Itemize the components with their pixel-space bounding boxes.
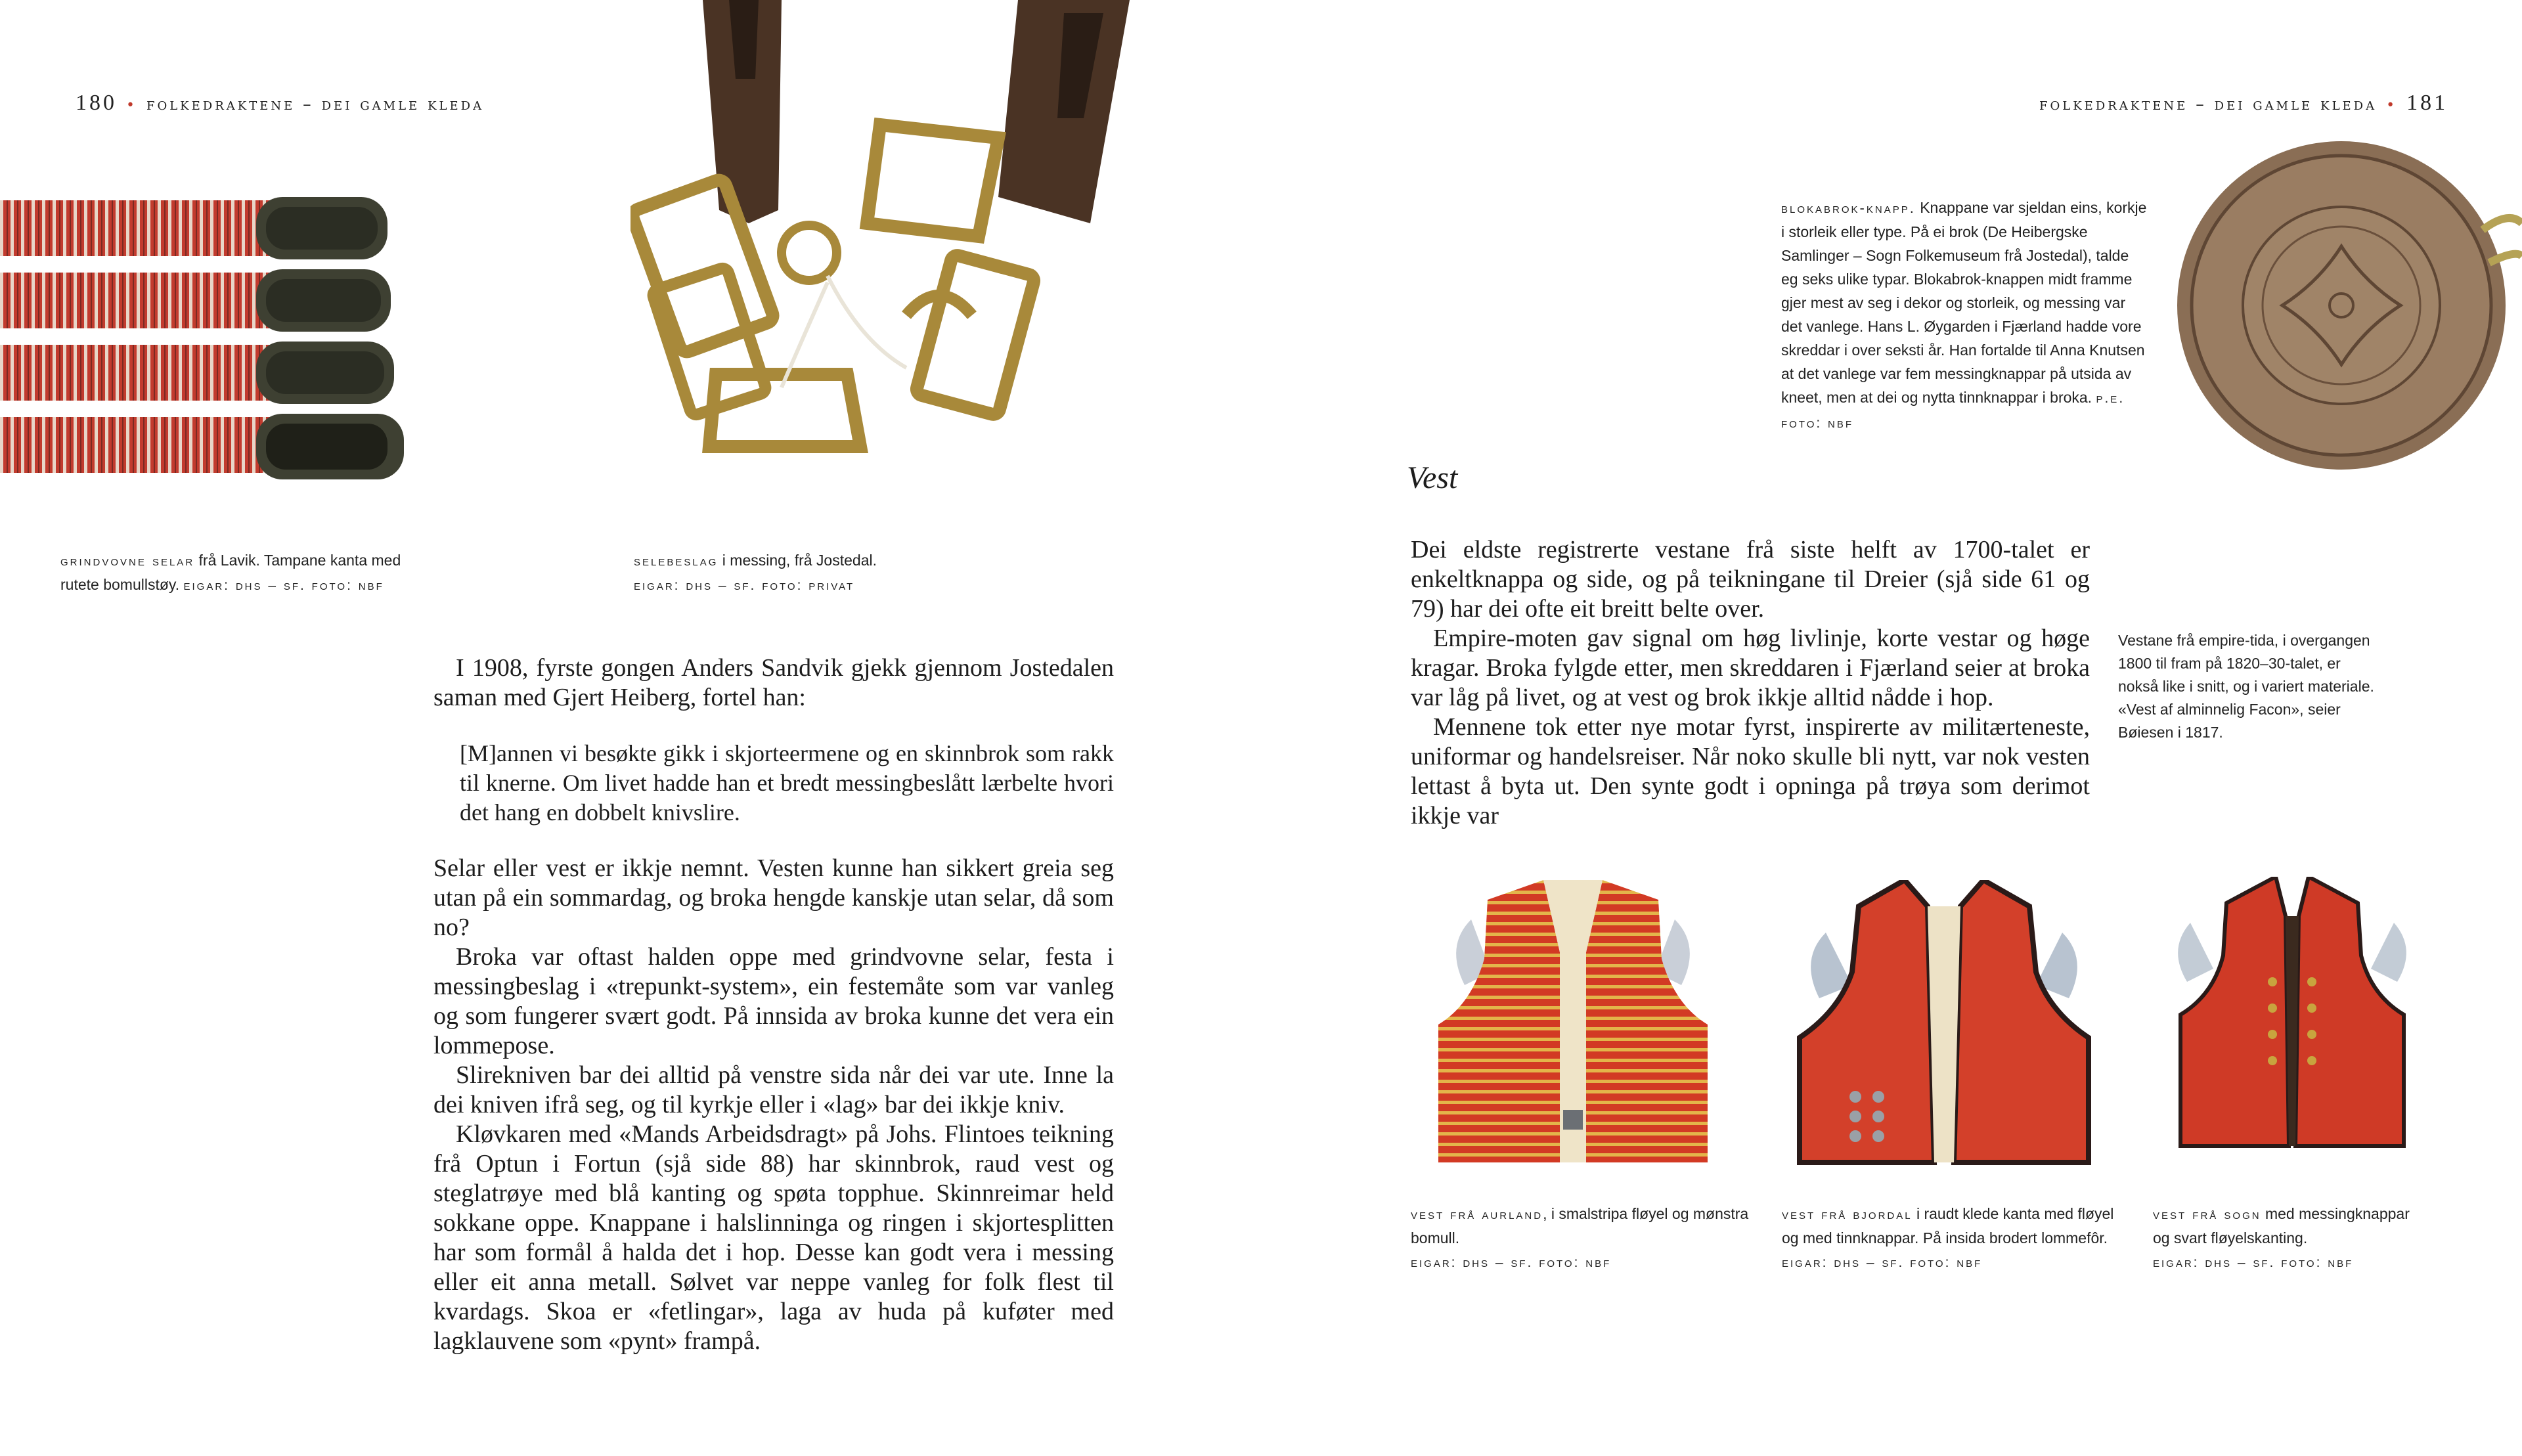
right-running-head-title: folkedraktene – dei gamle kleda	[2039, 95, 2378, 114]
caption-text: i raudt klede kanta med fløyel og med tinnknappar. På insida brodert lommefôr.	[1782, 1205, 2114, 1246]
left-page-number: 180	[76, 91, 117, 115]
caption-text: i messing, frå Jostedal.	[718, 552, 877, 569]
caption-vest-aurland	[1411, 1202, 1759, 1275]
left-body-text	[433, 653, 1114, 1356]
caption-label: grindvovne selar	[60, 552, 195, 569]
photo-grindvovne-selar	[0, 190, 420, 499]
heading-vest: Vest	[1407, 460, 1458, 495]
photo-blokabrok-knapp	[2167, 131, 2522, 486]
caption-credit: eigar: dhs – sf. foto: nbf	[2153, 1255, 2354, 1270]
caption-blokabrok-knapp	[1781, 196, 2149, 435]
paragraph-3: Slirekniven bar dei alltid på venstre sida når dei var ute. Inne la dei kniven ifrå seg, og til kyrkje eller i «lag» bar dei ikkje kniv.	[433, 1061, 1114, 1118]
caption-label: vest frå bjordal	[1782, 1206, 1913, 1222]
separator-dot: •	[2386, 97, 2398, 114]
caption-text: Knappane var sjeldan eins, korkje i storleik eller type. På ei brok (De Heibergske Samlinger – Sogn Folkemuseum frå Jostedal), talde eg seks ulike typar. Blokabrok-knappen midt framme gjer mest av seg i dekor og storleik, og messing var det vanlege. Hans L. Øygarden i Fjærland hadde vore skreddar i over seksti år. Han fortalde til Anna Knutsen at det vanlege var fem messingknappar på utsida av kneet, men at dei og nytta tinnknappar i broka.	[1781, 199, 2147, 406]
caption-label: vest frå aurland	[1411, 1206, 1543, 1222]
block-quote: [M]annen vi besøkte gikk i skjorteermene og en skinnbrok som rakk til knerne. Om livet hadde han et bredt messingbeslått lærbelte hvori det hang en dobbelt knivslire.	[460, 740, 1114, 826]
caption-label: blokabrok-knapp.	[1781, 200, 1916, 216]
caption-label: vest frå sogn	[2153, 1206, 2261, 1222]
caption-credit: eigar: dhs – sf. foto: nbf	[183, 578, 384, 593]
side-note-vestar: Vestane frå empire-tida, i overgangen 1800 til fram på 1820–30-talet, er nokså like i snitt, og i variert materiale. «Vest af alminnelig Facon», seier Bøiesen i 1817.	[2118, 632, 2374, 741]
left-running-head-title: folkedraktene – dei gamle kleda	[146, 95, 485, 114]
caption-label: selebeslag	[634, 552, 719, 569]
paragraph-1: Dei eldste registrerte vestane frå siste helft av 1700-talet er enkeltknappa og side, og på teikningane til Dreier (sjå side 61 og 79) har dei ofte eit breitt belte over.	[1411, 536, 2090, 623]
caption-text: , i smalstripa fløyel og mønstra bomull.	[1411, 1205, 1749, 1246]
right-page-number: 181	[2406, 91, 2448, 115]
photo-vest-bjordal	[1786, 880, 2102, 1176]
caption-vest-sogn	[2153, 1202, 2416, 1275]
separator-dot: •	[126, 97, 137, 114]
caption-grindvovne-selar	[60, 548, 428, 598]
paragraph-3: Mennene tok etter nye motar fyrst, inspirerte av militærteneste, uniformar og handelsreiser. Når noko skulle bli nytt, var nok vesten lettast å byta ut. Den synte godt i opninga på trøya som derimot ikkje var	[1411, 713, 2090, 829]
photo-vest-sogn	[2161, 877, 2423, 1159]
paragraph-2: Empire-moten gav signal om høg livlinje, korte vestar og høge kragar. Broka fylgde etter, men skreddaren i Fjærland seier at broka var låg på livet, og at vest og brok ikkje alltid nådde i hop.	[1411, 625, 2090, 711]
caption-credit: eigar: dhs – sf. foto: nbf	[1411, 1255, 1612, 1270]
photo-selebeslag	[630, 0, 1169, 506]
caption-vest-bjordal	[1782, 1202, 2123, 1275]
paragraph-4: Kløvkaren med «Mands Arbeidsdragt» på Johs. Flintoes teikning frå Optun i Fortun (sjå side 88) har skinnbrok, raud vest og steglatrøye med blå kanting og spøta topphue. Skinnreimar held sokkane oppe. Knappane i halslinninga og ringen i skjortesplitten har som formål å halda det i hop. Desse kan godt vera i messing eller eit anna metall. Sølvet var neppe vanleg for folk flest til kvardags. Skoa er «fetlingar», laga av huda på kuføter med lagklauvene som «pynt» frampå.	[433, 1120, 1114, 1355]
photo-vest-aurland	[1419, 873, 1727, 1176]
intro-paragraph: I 1908, fyrste gongen Anders Sandvik gjekk gjennom Jostedalen saman med Gjert Heiberg, fortel han:	[433, 654, 1114, 711]
right-body-text	[1411, 535, 2090, 831]
caption-credit: eigar: dhs – sf. foto: nbf	[1782, 1255, 1983, 1270]
caption-credit: p.e. foto: nbf	[1781, 391, 2125, 431]
paragraph-1: Selar eller vest er ikkje nemnt. Vesten kunne han sikkert greia seg utan på ein sommardag, og broka hengde kanskje utan selar, då som no?	[433, 854, 1114, 941]
caption-credit: eigar: dhs – sf. foto: privat	[634, 578, 855, 593]
left-running-head	[76, 91, 484, 116]
caption-text: med messingknappar og svart fløyelskanting.	[2153, 1205, 2410, 1246]
caption-text: frå Lavik. Tampane kanta med rutete bomullstøy.	[60, 552, 401, 593]
caption-selebeslag	[634, 548, 1002, 598]
paragraph-2: Broka var oftast halden oppe med grindvovne selar, festa i messingbeslag i «trepunkt-system», ein festemåte som var vanleg og som fungerer svært godt. På innsida av broka kunne det vera ein lommepose.	[433, 943, 1114, 1059]
right-running-head	[2039, 91, 2448, 116]
